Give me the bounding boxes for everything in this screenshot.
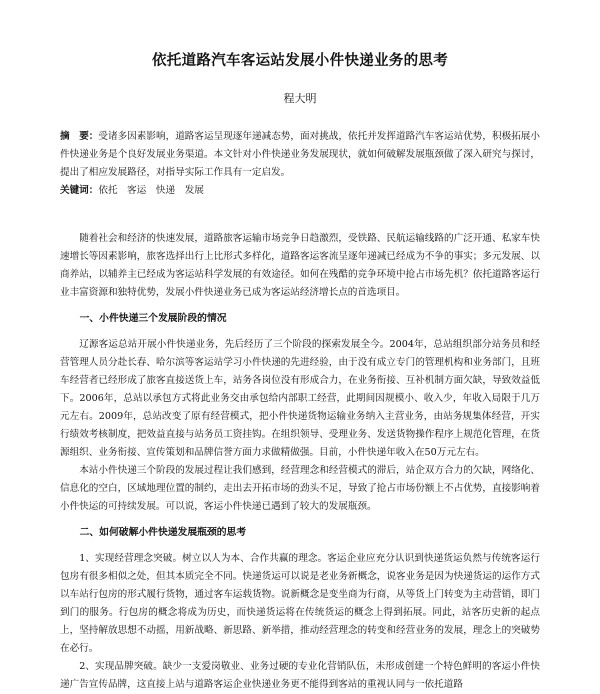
keywords-text: 依托 客运 快递 发展 bbox=[98, 185, 204, 196]
abstract bbox=[60, 128, 540, 182]
section-2-paragraph-1: 1、实现经营理念突破。树立以人为本、合作共赢的理念。客运企业应充分认识到快递货运负然与传统客运行包房有很多相似之处，但其本质完全不同。快递货运可以说是老业务新概念，说客业务是因为快递货运的运作方式以车站行包房的形式履行货物，通过客车运载货物。说新概念是变坐商为行商，从等货上门转变为主动营销，即门到门的服务。行包房的概念将成为历史，而快递货运将在传统货运的概念上得到拓展。同此，站客历史新的起点上，坚持解放思想不动摇，用新战略、新思路、新举措，推动经营理念的转变和经营业务的发展，理念上的突破势在必行。 bbox=[60, 553, 540, 654]
section-1-paragraph-2: 本站小件快递三个阶段的发展过程让我们感到，经营理念和经营模式的滞后，站企双方合力的欠缺，网络化、信息化的空白，区域地理位置的制约，走出去开拓市场的劲头不足，导致了抢占市场份额上不占优势，直接影响着小件快运的可持续发展。可以说，客运小件快递已遇到了较大的发展瓶颈。 bbox=[60, 465, 540, 512]
intro-paragraph: 随着社会和经济的快速发展，道路旅客运输市场竞争日趋激烈，受铁路、民航运输线路的广泛开通、私家车快速增长等因素影响，旅客选择出行上比形式多样化，道路客运客流呈逐年递减已经成为不争的事实；多元发展、以商养站，以辅养主已经成为客运站科学发展的有效途径。如何在残酷的竞争环境中抢占市场先机？依托道路客运行业丰富资源和独特优势，发展小件快递业务已成为客运站经济增长点的首选项目。 bbox=[60, 233, 540, 298]
section-1-heading: 一、小件快递三个发展阶段的情况 bbox=[79, 313, 227, 324]
section-2-paragraph-2: 2、实现品牌突破。缺少一支爱岗敬业、业务过硬的专业化营销队伍，未形成创建一个特色鲜明的客运小件快递广告宣传品牌，这直接上站与道路客运企业快递业务更不能得到客站的重视认同与一依托道路 bbox=[60, 661, 540, 690]
abstract-text: 受诸多因素影响，道路客运呈现逐年递减态势，面对挑战，依托并发挥道路汽车客运站优势，积极拓展小件快递业务是个良好发展业务渠道。本文针对小件快递业务发展现状，就如何破解发展瓶颈做了深入研究与探讨，提出了相应发展路径，对指导实际工作具有一定启发。 bbox=[60, 131, 541, 178]
section-2-heading: 二、如何破解小件快递发展瓶颈的思考 bbox=[79, 527, 247, 538]
paper-title: 依托道路汽车客运站发展小件快递业务的思考 bbox=[152, 52, 448, 69]
section-1-paragraph-1: 辽源客运总站开展小件快递业务，先后经历了三个阶段的探索发展全今。2004年，总站组织部分站务员和经营管理人员分赴长春、哈尔滨等客运站学习小件快递的先进经验，由于没有成立专门的管理机构和业务部门，且班车经营者已经形成了旅客直接送货上车，站务各岗位没有形成合力，在业务衔接、互补机制方面欠缺，导致效益低下。2006年，总站以承包方式将此业务交由承包给内部职工经营，此期间因规模小、收入少，年收入局限于几万元左右。2009年，总站改变了原有经营模式，把小件快递货物运输业务纳入主营业务，由站务规集体经营，开实行绩效考核制度，把效益直接与站务员工资挂钩。在组织领导、受理业务、发送货物操作程序上规范化管理，在货源组织、业务衔接、宣传策划和品牌信誉方面力求做精做强。目前，小件快递年收入在50万元左右。 bbox=[60, 339, 540, 458]
author-name: 程大明 bbox=[283, 92, 317, 105]
keywords-label: 关键词： bbox=[60, 185, 99, 196]
keywords bbox=[60, 182, 540, 200]
abstract-label: 摘 要： bbox=[60, 131, 99, 142]
